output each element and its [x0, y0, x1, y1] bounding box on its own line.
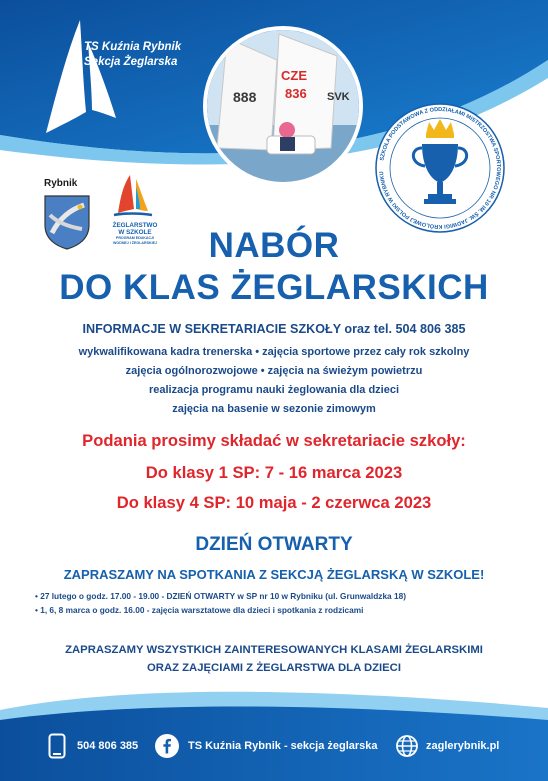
applications-class1: Do klasy 1 SP: 7 - 16 marca 2023	[145, 463, 403, 482]
feature-item: realizacja programu nauki żeglowania dla dzieci	[148, 384, 400, 396]
applications-class4: Do klasy 4 SP: 10 maja - 2 czerwca 2023	[116, 493, 432, 512]
applications-heading: Podania prosimy składać w sekretariacie szkoły:	[82, 431, 466, 450]
closing-text: ZAPRASZAMY WSZYSTKICH ZAINTERESOWANYCH KLASAMI ŻEGLARSKIMI ORAZ ZAJĘCIAMI Z ŻEGLARSTWA DLA DZIECI	[65, 644, 483, 674]
sailing-photo	[203, 26, 363, 186]
program-name: ŻEGLARSTWO W SZKOLE PROGRAM EDUKACJI WODNEJ I ŻEGLARSKIEJ	[112, 222, 158, 245]
footer-facebook[interactable]: TS Kuźnia Rybnik - sekcja żeglarska	[188, 740, 378, 752]
club-name-line1: TS Kuźnia Rybnik	[84, 41, 182, 53]
svg-text:SZKOŁA PODSTAWOWA Z ODDZIAŁAMI: SZKOŁA PODSTAWOWA Z ODDZIAŁAMI MISTRZOSTWA SPORTOWEGO NR 10 IM. ŚW. JADWIGI KRÓLOWEJ POLSKI W RYBNIKU	[379, 106, 502, 230]
footer-website[interactable]: zaglerybnik.pl	[426, 740, 500, 752]
globe-icon	[395, 734, 419, 758]
svg-text:888: 888	[233, 89, 257, 105]
svg-text:CZE: CZE	[281, 68, 307, 83]
feature-item: zajęcia na basenie w sezonie zimowym	[172, 403, 376, 415]
open-day-heading: DZIEŃ OTWARTY	[195, 534, 353, 555]
info-line: INFORMACJE W SEKRETARIACIE SZKOŁY oraz tel. 504 806 385	[82, 322, 466, 336]
open-day-bullet: • 27 lutego o godz. 17.00 - 19.00 - DZIEŃ OTWARTY w SP nr 10 w Rybniku (ul. Grunwaldzka 18)	[35, 591, 406, 601]
features-list	[0, 343, 548, 419]
feature-item: wykwalifikowana kadra trenerska • zajęcia sportowe przez cały rok szkolny	[78, 346, 470, 358]
school-emblem	[372, 100, 508, 236]
title-line2: DO KLAS ŻEGLARSKICH	[59, 268, 489, 307]
sailing-program-logo-icon	[110, 173, 156, 221]
open-day-invite: ZAPRASZAMY NA SPOTKANIA Z SEKCJĄ ŻEGLARSKĄ W SZKOLE!	[63, 567, 485, 582]
title-line1: NABÓR	[208, 226, 340, 265]
club-name-line2: Sekcja Żeglarska	[84, 56, 178, 68]
footer-wave-background	[0, 670, 548, 781]
svg-text:836: 836	[285, 86, 307, 101]
footer-phone: 504 806 385	[77, 740, 139, 752]
open-day-bullet: • 1, 6, 8 marca o godz. 16.00 - zajęcia warsztatowe dla dzieci i spotkania z rodzicami	[35, 605, 364, 615]
city-name: Rybnik	[44, 178, 78, 189]
feature-item: zajęcia ogólnorozwojowe • zajęcia na świeżym powietrzu	[125, 365, 423, 377]
phone-icon	[48, 733, 66, 759]
facebook-icon[interactable]	[155, 734, 179, 758]
svg-text:SVK: SVK	[327, 91, 350, 103]
